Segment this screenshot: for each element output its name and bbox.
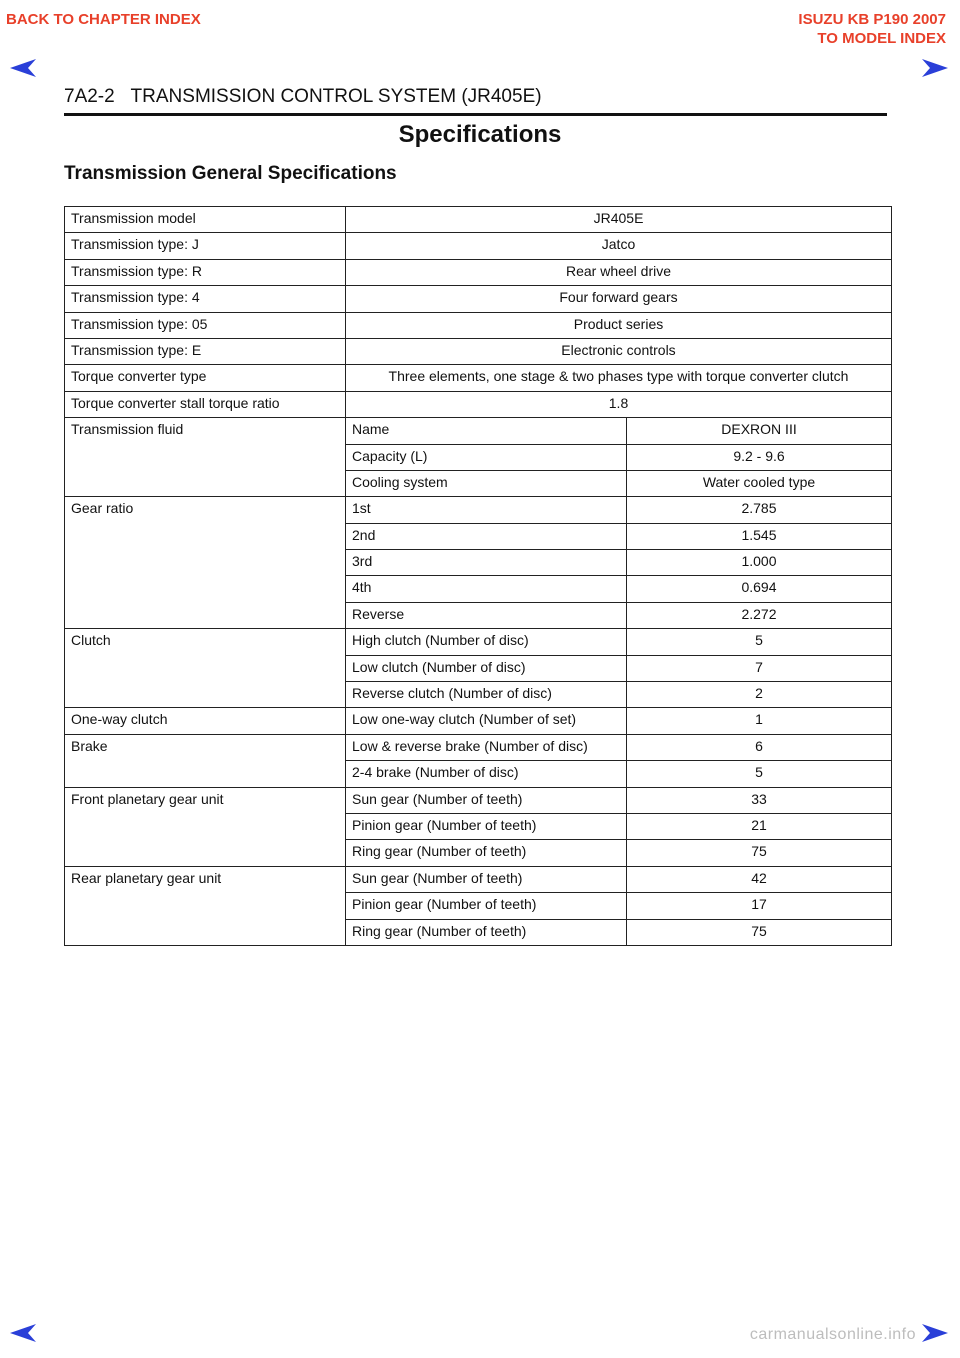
spec-group-label: Rear planetary gear unit — [65, 866, 346, 945]
spec-group-label: One-way clutch — [65, 708, 346, 734]
prev-page-arrow-bottom-icon[interactable] — [8, 1322, 38, 1344]
spec-value: 0.694 — [627, 576, 892, 602]
spec-value: 75 — [627, 840, 892, 866]
spec-item: 2nd — [346, 523, 627, 549]
spec-value: 1.545 — [627, 523, 892, 549]
spec-label: Transmission type: 4 — [65, 286, 346, 312]
table-row — [65, 734, 892, 760]
spec-value: 1 — [627, 708, 892, 734]
running-header — [64, 86, 542, 108]
spec-label: Transmission type: E — [65, 338, 346, 364]
spec-value: 5 — [627, 629, 892, 655]
spec-item: Reverse clutch (Number of disc) — [346, 682, 627, 708]
page-ref: 7A2-2 — [64, 86, 115, 107]
spec-value: Product series — [346, 312, 892, 338]
next-page-arrow-icon[interactable] — [920, 57, 950, 79]
spec-value: Rear wheel drive — [346, 259, 892, 285]
table-row — [65, 866, 892, 892]
spec-value: 17 — [627, 893, 892, 919]
table-row — [65, 259, 892, 285]
spec-group-label: Front planetary gear unit — [65, 787, 346, 866]
spec-value: Four forward gears — [346, 286, 892, 312]
next-page-arrow-bottom-icon[interactable] — [920, 1322, 950, 1344]
spec-item: Pinion gear (Number of teeth) — [346, 893, 627, 919]
spec-group-label: Gear ratio — [65, 497, 346, 629]
table-row — [65, 418, 892, 444]
spec-value: Jatco — [346, 233, 892, 259]
spec-item: 4th — [346, 576, 627, 602]
section-title: Transmission General Specifications — [64, 163, 397, 184]
spec-item: Sun gear (Number of teeth) — [346, 866, 627, 892]
spec-item: Pinion gear (Number of teeth) — [346, 813, 627, 839]
spec-value: Electronic controls — [346, 338, 892, 364]
table-row — [65, 708, 892, 734]
spec-value: DEXRON III — [627, 418, 892, 444]
table-row — [65, 338, 892, 364]
spec-label: Transmission type: J — [65, 233, 346, 259]
spec-item: 1st — [346, 497, 627, 523]
spec-value: 9.2 - 9.6 — [627, 444, 892, 470]
spec-item: Reverse — [346, 602, 627, 628]
spec-value: 75 — [627, 919, 892, 945]
spec-group-label: Transmission fluid — [65, 418, 346, 497]
table-row — [65, 629, 892, 655]
specifications-table — [64, 206, 892, 946]
table-row — [65, 391, 892, 417]
spec-group-label: Clutch — [65, 629, 346, 708]
table-row — [65, 233, 892, 259]
spec-value: 5 — [627, 761, 892, 787]
spec-value: 2.785 — [627, 497, 892, 523]
spec-value: 33 — [627, 787, 892, 813]
model-title-link[interactable]: ISUZU KB P190 2007 — [798, 11, 946, 28]
table-row — [65, 207, 892, 233]
spec-label: Torque converter type — [65, 365, 346, 391]
spec-value: Three elements, one stage & two phases type with torque converter clutch — [346, 365, 892, 391]
spec-value: 42 — [627, 866, 892, 892]
spec-value: 6 — [627, 734, 892, 760]
spec-label: Transmission type: R — [65, 259, 346, 285]
spec-label: Transmission type: 05 — [65, 312, 346, 338]
spec-item: 3rd — [346, 550, 627, 576]
watermark: carmanualsonline.info — [749, 1326, 916, 1343]
spec-item: Low one-way clutch (Number of set) — [346, 708, 627, 734]
spec-value: JR405E — [346, 207, 892, 233]
table-row — [65, 286, 892, 312]
prev-page-arrow-icon[interactable] — [8, 57, 38, 79]
spec-item: Cooling system — [346, 470, 627, 496]
spec-item: Ring gear (Number of teeth) — [346, 840, 627, 866]
spec-value: 1.000 — [627, 550, 892, 576]
spec-item: Name — [346, 418, 627, 444]
spec-value: 7 — [627, 655, 892, 681]
spec-value: 2 — [627, 682, 892, 708]
spec-item: High clutch (Number of disc) — [346, 629, 627, 655]
spec-item: Low & reverse brake (Number of disc) — [346, 734, 627, 760]
to-model-index-link[interactable]: TO MODEL INDEX — [817, 30, 946, 47]
spec-item: Sun gear (Number of teeth) — [346, 787, 627, 813]
header-divider — [64, 113, 887, 116]
chapter-title: TRANSMISSION CONTROL SYSTEM (JR405E) — [130, 86, 542, 107]
spec-item: 2-4 brake (Number of disc) — [346, 761, 627, 787]
spec-label: Transmission model — [65, 207, 346, 233]
spec-value: Water cooled type — [627, 470, 892, 496]
back-to-chapter-index-link[interactable]: BACK TO CHAPTER INDEX — [6, 11, 201, 28]
spec-item: Ring gear (Number of teeth) — [346, 919, 627, 945]
spec-value: 21 — [627, 813, 892, 839]
spec-value: 1.8 — [346, 391, 892, 417]
spec-item: Capacity (L) — [346, 444, 627, 470]
spec-group-label: Brake — [65, 734, 346, 787]
page-title: Specifications — [398, 121, 562, 148]
table-row — [65, 497, 892, 523]
spec-label: Torque converter stall torque ratio — [65, 391, 346, 417]
table-row — [65, 312, 892, 338]
spec-value: 2.272 — [627, 602, 892, 628]
table-row — [65, 365, 892, 391]
spec-item: Low clutch (Number of disc) — [346, 655, 627, 681]
table-row — [65, 787, 892, 813]
